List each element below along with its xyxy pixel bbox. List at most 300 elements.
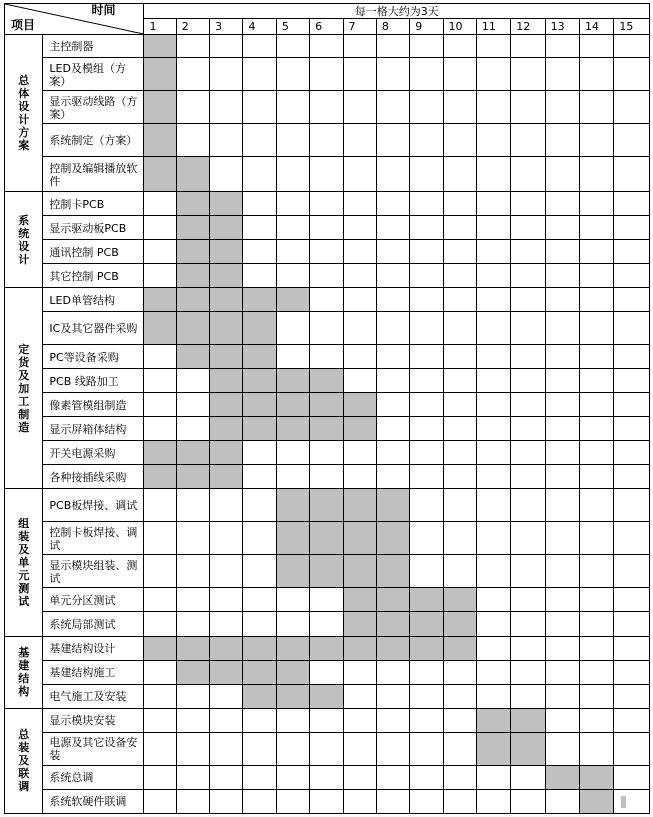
schedule-cell bbox=[614, 345, 650, 369]
schedule-cell-filled bbox=[243, 417, 276, 441]
schedule-cell-filled bbox=[176, 157, 209, 192]
schedule-cell bbox=[443, 660, 476, 684]
schedule-cell-filled bbox=[343, 522, 376, 555]
schedule-cell bbox=[545, 465, 579, 489]
schedule-cell bbox=[343, 91, 376, 124]
schedule-cell bbox=[210, 58, 243, 91]
schedule-cell bbox=[443, 91, 476, 124]
schedule-cell bbox=[243, 708, 276, 732]
table-row bbox=[5, 660, 650, 684]
schedule-cell-filled bbox=[276, 489, 309, 522]
schedule-cell-filled bbox=[310, 684, 343, 708]
schedule-cell-filled bbox=[144, 91, 176, 124]
schedule-cell bbox=[410, 192, 443, 216]
schedule-cell bbox=[579, 369, 613, 393]
schedule-cell bbox=[376, 345, 409, 369]
schedule-cell bbox=[276, 216, 309, 240]
table-row bbox=[5, 789, 650, 813]
schedule-cell bbox=[176, 35, 209, 58]
schedule-cell bbox=[376, 35, 409, 58]
schedule-cell bbox=[144, 789, 176, 813]
task-label: 通讯控制 PCB bbox=[43, 240, 144, 264]
schedule-cell-filled bbox=[243, 345, 276, 369]
schedule-cell bbox=[614, 240, 650, 264]
schedule-cell bbox=[144, 765, 176, 789]
schedule-cell bbox=[545, 636, 579, 660]
schedule-cell-filled bbox=[376, 522, 409, 555]
schedule-cell bbox=[176, 555, 209, 588]
schedule-cell bbox=[579, 465, 613, 489]
table-row bbox=[5, 417, 650, 441]
schedule-cell-filled bbox=[376, 588, 409, 612]
schedule-cell-filled bbox=[210, 636, 243, 660]
schedule-cell bbox=[276, 240, 309, 264]
schedule-cell bbox=[210, 157, 243, 192]
schedule-cell bbox=[210, 489, 243, 522]
schedule-cell bbox=[579, 417, 613, 441]
schedule-cell bbox=[176, 789, 209, 813]
schedule-cell bbox=[310, 765, 343, 789]
schedule-cell bbox=[511, 369, 545, 393]
schedule-cell bbox=[476, 192, 510, 216]
schedule-cell-filled bbox=[310, 393, 343, 417]
schedule-cell bbox=[410, 91, 443, 124]
schedule-cell bbox=[545, 91, 579, 124]
table-row bbox=[5, 58, 650, 91]
schedule-cell bbox=[210, 612, 243, 636]
schedule-cell bbox=[410, 555, 443, 588]
table-row bbox=[5, 522, 650, 555]
schedule-cell bbox=[511, 35, 545, 58]
schedule-cell bbox=[579, 58, 613, 91]
schedule-cell bbox=[410, 345, 443, 369]
schedule-cell bbox=[410, 369, 443, 393]
schedule-cell-filled bbox=[443, 612, 476, 636]
schedule-cell bbox=[144, 345, 176, 369]
task-label: PC等设备采购 bbox=[43, 345, 144, 369]
schedule-cell bbox=[343, 35, 376, 58]
schedule-cell bbox=[276, 732, 309, 765]
schedule-cell bbox=[376, 465, 409, 489]
schedule-cell bbox=[310, 660, 343, 684]
task-label: 显示驱动板PCB bbox=[43, 216, 144, 240]
schedule-cell bbox=[210, 522, 243, 555]
schedule-cell bbox=[511, 240, 545, 264]
schedule-cell bbox=[443, 157, 476, 192]
schedule-cell bbox=[276, 588, 309, 612]
schedule-cell-filled bbox=[144, 465, 176, 489]
schedule-cell-filled bbox=[176, 636, 209, 660]
schedule-cell bbox=[243, 91, 276, 124]
category-label: 总装及联调 bbox=[18, 728, 30, 794]
schedule-cell bbox=[376, 369, 409, 393]
table-row bbox=[5, 312, 650, 345]
schedule-cell bbox=[579, 660, 613, 684]
schedule-cell bbox=[511, 288, 545, 312]
schedule-cell bbox=[579, 522, 613, 555]
column-number: 6 bbox=[310, 19, 343, 35]
schedule-cell bbox=[376, 660, 409, 684]
schedule-cell bbox=[476, 660, 510, 684]
schedule-cell bbox=[210, 684, 243, 708]
schedule-cell bbox=[176, 708, 209, 732]
schedule-cell bbox=[476, 91, 510, 124]
schedule-cell bbox=[144, 369, 176, 393]
schedule-cell-filled bbox=[210, 369, 243, 393]
schedule-cell-filled bbox=[343, 555, 376, 588]
category-cell bbox=[5, 489, 43, 636]
schedule-cell bbox=[579, 732, 613, 765]
schedule-cell bbox=[343, 264, 376, 288]
column-number: 2 bbox=[176, 19, 209, 35]
schedule-cell bbox=[614, 58, 650, 91]
table-row bbox=[5, 393, 650, 417]
schedule-cell bbox=[476, 588, 510, 612]
schedule-cell bbox=[545, 441, 579, 465]
schedule-cell bbox=[276, 58, 309, 91]
schedule-cell-filled bbox=[310, 369, 343, 393]
schedule-cell bbox=[545, 345, 579, 369]
task-label: 基建结构施工 bbox=[43, 660, 144, 684]
schedule-cell-filled bbox=[310, 555, 343, 588]
schedule-cell bbox=[614, 192, 650, 216]
schedule-cell bbox=[511, 789, 545, 813]
schedule-cell bbox=[310, 91, 343, 124]
schedule-cell bbox=[343, 684, 376, 708]
schedule-cell bbox=[545, 240, 579, 264]
schedule-cell-filled bbox=[579, 789, 613, 813]
schedule-cell bbox=[243, 124, 276, 157]
item-label: 项目 bbox=[11, 18, 36, 33]
schedule-cell bbox=[310, 192, 343, 216]
schedule-cell-filled bbox=[210, 312, 243, 345]
schedule-cell bbox=[243, 192, 276, 216]
schedule-cell-filled bbox=[276, 393, 309, 417]
schedule-cell-filled bbox=[276, 417, 309, 441]
schedule-cell bbox=[376, 264, 409, 288]
schedule-cell bbox=[443, 216, 476, 240]
schedule-cell bbox=[579, 264, 613, 288]
schedule-cell bbox=[144, 708, 176, 732]
schedule-cell bbox=[310, 157, 343, 192]
schedule-cell bbox=[511, 157, 545, 192]
schedule-cell bbox=[579, 636, 613, 660]
schedule-cell-filled bbox=[210, 441, 243, 465]
schedule-cell bbox=[511, 441, 545, 465]
schedule-cell bbox=[511, 555, 545, 588]
schedule-cell bbox=[545, 58, 579, 91]
task-label: 控制卡PCB bbox=[43, 192, 144, 216]
table-row bbox=[5, 765, 650, 789]
schedule-cell bbox=[210, 765, 243, 789]
schedule-cell bbox=[545, 555, 579, 588]
table-row bbox=[5, 35, 650, 58]
schedule-cell bbox=[476, 612, 510, 636]
schedule-cell-filled bbox=[176, 660, 209, 684]
category-label: 定货及加工制造 bbox=[18, 342, 30, 434]
schedule-cell bbox=[614, 489, 650, 522]
schedule-cell bbox=[545, 216, 579, 240]
schedule-cell bbox=[343, 312, 376, 345]
schedule-cell bbox=[343, 732, 376, 765]
schedule-cell bbox=[376, 240, 409, 264]
schedule-cell bbox=[476, 35, 510, 58]
task-label: 显示模块组装、测试 bbox=[43, 555, 144, 588]
schedule-cell bbox=[376, 288, 409, 312]
schedule-cell bbox=[210, 588, 243, 612]
schedule-cell bbox=[176, 489, 209, 522]
schedule-cell-filled bbox=[343, 612, 376, 636]
schedule-cell bbox=[545, 417, 579, 441]
schedule-cell bbox=[144, 612, 176, 636]
schedule-cell bbox=[310, 58, 343, 91]
schedule-cell-filled bbox=[310, 522, 343, 555]
schedule-cell bbox=[545, 157, 579, 192]
schedule-cell bbox=[410, 732, 443, 765]
schedule-cell bbox=[144, 732, 176, 765]
schedule-cell bbox=[310, 264, 343, 288]
schedule-cell bbox=[376, 684, 409, 708]
schedule-cell bbox=[176, 369, 209, 393]
schedule-cell bbox=[579, 124, 613, 157]
schedule-cell bbox=[343, 765, 376, 789]
schedule-cell bbox=[443, 708, 476, 732]
schedule-cell bbox=[176, 732, 209, 765]
schedule-cell-filled bbox=[144, 157, 176, 192]
schedule-cell bbox=[410, 417, 443, 441]
schedule-cell bbox=[343, 288, 376, 312]
schedule-cell bbox=[376, 417, 409, 441]
schedule-cell bbox=[614, 708, 650, 732]
schedule-cell bbox=[443, 789, 476, 813]
column-number: 9 bbox=[410, 19, 443, 35]
task-label: PCB板焊接、调试 bbox=[43, 489, 144, 522]
schedule-cell-filled bbox=[243, 684, 276, 708]
schedule-cell bbox=[545, 522, 579, 555]
schedule-cell bbox=[511, 522, 545, 555]
schedule-cell bbox=[276, 465, 309, 489]
schedule-cell bbox=[443, 35, 476, 58]
schedule-cell bbox=[376, 789, 409, 813]
schedule-cell bbox=[579, 393, 613, 417]
schedule-cell bbox=[410, 288, 443, 312]
column-number: 13 bbox=[545, 19, 579, 35]
schedule-cell bbox=[176, 91, 209, 124]
schedule-cell-filled bbox=[343, 489, 376, 522]
schedule-cell-filled bbox=[210, 264, 243, 288]
schedule-cell-filled bbox=[276, 369, 309, 393]
column-number: 3 bbox=[210, 19, 243, 35]
schedule-cell bbox=[476, 58, 510, 91]
schedule-cell bbox=[614, 393, 650, 417]
schedule-cell bbox=[614, 555, 650, 588]
schedule-cell bbox=[410, 708, 443, 732]
schedule-cell bbox=[614, 216, 650, 240]
schedule-cell bbox=[476, 522, 510, 555]
schedule-cell bbox=[443, 441, 476, 465]
schedule-cell-filled bbox=[276, 660, 309, 684]
schedule-cell bbox=[579, 157, 613, 192]
schedule-cell bbox=[614, 35, 650, 58]
schedule-cell bbox=[243, 157, 276, 192]
table-row bbox=[5, 288, 650, 312]
column-number: 11 bbox=[476, 19, 510, 35]
column-number: 4 bbox=[243, 19, 276, 35]
schedule-cell-filled bbox=[176, 192, 209, 216]
schedule-cell-filled bbox=[176, 345, 209, 369]
schedule-cell bbox=[410, 765, 443, 789]
schedule-cell bbox=[410, 35, 443, 58]
schedule-cell-filled bbox=[511, 708, 545, 732]
schedule-cell-filled bbox=[144, 312, 176, 345]
schedule-cell bbox=[210, 789, 243, 813]
schedule-cell-filled bbox=[276, 288, 309, 312]
table-row bbox=[5, 612, 650, 636]
table-row bbox=[5, 157, 650, 192]
schedule-cell bbox=[443, 465, 476, 489]
schedule-cell bbox=[443, 417, 476, 441]
table-row bbox=[5, 345, 650, 369]
schedule-cell bbox=[176, 765, 209, 789]
schedule-cell-filled bbox=[376, 555, 409, 588]
category-cell bbox=[5, 708, 43, 813]
schedule-cell bbox=[376, 708, 409, 732]
column-number: 12 bbox=[511, 19, 545, 35]
table-row bbox=[5, 264, 650, 288]
schedule-cell-filled bbox=[376, 612, 409, 636]
table-row bbox=[5, 732, 650, 765]
schedule-cell bbox=[579, 489, 613, 522]
column-number: 5 bbox=[276, 19, 309, 35]
schedule-cell bbox=[511, 264, 545, 288]
schedule-cell-filled bbox=[144, 441, 176, 465]
schedule-cell-filled bbox=[243, 636, 276, 660]
schedule-cell bbox=[476, 465, 510, 489]
schedule-cell bbox=[276, 345, 309, 369]
schedule-cell bbox=[210, 35, 243, 58]
schedule-cell bbox=[443, 489, 476, 522]
schedule-cell bbox=[410, 522, 443, 555]
header-corner-cell bbox=[5, 4, 144, 35]
table-row bbox=[5, 555, 650, 588]
table-row bbox=[5, 465, 650, 489]
schedule-cell bbox=[310, 441, 343, 465]
schedule-cell bbox=[310, 612, 343, 636]
schedule-cell bbox=[443, 124, 476, 157]
column-number: 7 bbox=[343, 19, 376, 35]
schedule-cell bbox=[310, 288, 343, 312]
table-row bbox=[5, 91, 650, 124]
schedule-cell bbox=[476, 636, 510, 660]
schedule-cell bbox=[243, 465, 276, 489]
schedule-cell-filled bbox=[443, 588, 476, 612]
schedule-cell bbox=[310, 124, 343, 157]
schedule-cell bbox=[476, 765, 510, 789]
schedule-cell bbox=[545, 588, 579, 612]
schedule-cell-filled bbox=[376, 636, 409, 660]
schedule-cell bbox=[410, 465, 443, 489]
schedule-cell bbox=[144, 522, 176, 555]
schedule-cell bbox=[545, 192, 579, 216]
schedule-cell bbox=[176, 588, 209, 612]
task-label: 各种接插线采购 bbox=[43, 465, 144, 489]
schedule-cell bbox=[243, 441, 276, 465]
schedule-cell bbox=[310, 312, 343, 345]
schedule-cell-filled bbox=[144, 636, 176, 660]
schedule-cell bbox=[511, 489, 545, 522]
schedule-cell bbox=[579, 240, 613, 264]
schedule-cell bbox=[476, 240, 510, 264]
task-label: 系统制定（方案） bbox=[43, 124, 144, 157]
schedule-cell bbox=[243, 489, 276, 522]
schedule-cell bbox=[243, 35, 276, 58]
schedule-cell-filled bbox=[376, 489, 409, 522]
schedule-cell bbox=[176, 684, 209, 708]
schedule-cell bbox=[144, 489, 176, 522]
schedule-cell bbox=[176, 522, 209, 555]
schedule-cell-filled bbox=[176, 441, 209, 465]
schedule-cell-filled bbox=[210, 345, 243, 369]
column-number: 8 bbox=[376, 19, 409, 35]
schedule-cell bbox=[476, 555, 510, 588]
schedule-cell bbox=[545, 732, 579, 765]
column-number: 1 bbox=[144, 19, 176, 35]
schedule-cell bbox=[511, 58, 545, 91]
schedule-cell bbox=[410, 240, 443, 264]
schedule-cell bbox=[343, 441, 376, 465]
schedule-cell bbox=[343, 192, 376, 216]
category-label: 基建结构 bbox=[18, 646, 30, 699]
category-cell bbox=[5, 35, 43, 192]
schedule-cell-filled bbox=[210, 417, 243, 441]
schedule-cell bbox=[511, 216, 545, 240]
schedule-cell bbox=[210, 732, 243, 765]
schedule-cell bbox=[476, 393, 510, 417]
schedule-cell-filled bbox=[310, 636, 343, 660]
schedule-cell-filled bbox=[343, 588, 376, 612]
task-label: LED及模组（方案） bbox=[43, 58, 144, 91]
schedule-cell-filled bbox=[144, 288, 176, 312]
schedule-cell bbox=[614, 465, 650, 489]
schedule-cell bbox=[410, 441, 443, 465]
schedule-cell bbox=[443, 765, 476, 789]
schedule-cell-filled bbox=[176, 216, 209, 240]
task-label: 开关电源采购 bbox=[43, 441, 144, 465]
schedule-cell bbox=[276, 612, 309, 636]
schedule-cell bbox=[476, 789, 510, 813]
schedule-cell bbox=[243, 732, 276, 765]
schedule-cell bbox=[276, 91, 309, 124]
column-number: 15 bbox=[614, 19, 650, 35]
schedule-cell-filled bbox=[243, 312, 276, 345]
schedule-cell bbox=[476, 124, 510, 157]
schedule-cell-filled bbox=[579, 765, 613, 789]
schedule-cell bbox=[410, 157, 443, 192]
category-label: 组装及单元测试 bbox=[18, 516, 30, 608]
schedule-cell bbox=[511, 465, 545, 489]
schedule-cell-filled bbox=[243, 393, 276, 417]
schedule-cell bbox=[579, 35, 613, 58]
schedule-cell bbox=[144, 264, 176, 288]
schedule-cell bbox=[276, 789, 309, 813]
schedule-cell bbox=[210, 124, 243, 157]
schedule-cell bbox=[476, 489, 510, 522]
table-row bbox=[5, 708, 650, 732]
schedule-cell-filled bbox=[276, 555, 309, 588]
schedule-cell bbox=[410, 216, 443, 240]
task-label: 基建结构设计 bbox=[43, 636, 144, 660]
task-label: 显示模块安装 bbox=[43, 708, 144, 732]
